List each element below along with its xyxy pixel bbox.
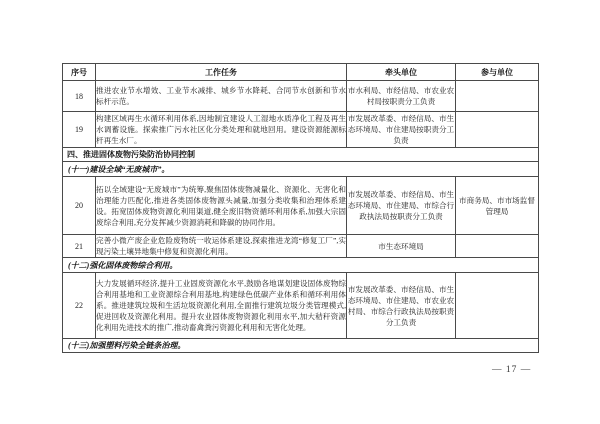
- subsection-row: [63, 258, 539, 273]
- lead-unit-cell: 市水利局、市经信局、市农业农村局按职责分工负责: [347, 81, 456, 112]
- task-cell: 完善小微产废企业危险废物统一收运体系建设,探索推进龙湾“修复工厂”,实现污染土壤异地集中修复和资源化利用。: [96, 236, 346, 256]
- task-cell: 构建区域再生水循环利用体系,因地制宜建设人工湿地水质净化工程及再生水调蓄设施。探索推广污水社区化分类处理和就地回用。建设资源能源标杆再生水厂。: [96, 112, 347, 148]
- row-number-cell: 20: [63, 177, 96, 235]
- participate-unit-cell: [456, 112, 539, 148]
- task-cell: 推进农业节水增效、工业节水减排、城乡节水降耗、合同节水创新和节水标杆示范。: [96, 81, 347, 112]
- participate-unit-cell: [456, 273, 539, 339]
- section-title: 四、推进固体废物污染防治协同控制: [63, 148, 539, 162]
- task-cell: 拓以全域建设“无废城市”为统筹,聚焦固体废物减量化、资源化、无害化和治理能力匹配化,推进各类固体废物源头减量,加强分类收集和治理体系建设。拓宽固体废物资源化利用渠道,健全废旧物资循环利用体系,加强大宗固废综合利用,充分发挥减少资源消耗和降碳的协同作用。: [96, 177, 347, 235]
- table-row: [63, 177, 539, 235]
- row-number-cell: 22: [63, 273, 96, 339]
- lead-unit-cell: 市发展改革委、市经信局、市生态环境局、市住建局按职责分工负责: [347, 112, 456, 148]
- header-participate-unit: 参与单位: [456, 64, 539, 81]
- page-number: — 17 —: [492, 365, 532, 375]
- subsection-title: (十二)强化固体废物综合利用。: [63, 258, 539, 273]
- lead-unit-cell: 市发展改革委、市经信局、市生态环境局、市住建局、市综合行政执法局按职责分工负责: [347, 177, 456, 235]
- table-row: [63, 273, 539, 339]
- lead-unit-cell: 市生态环境局: [347, 235, 456, 258]
- table-header-row: [63, 64, 539, 81]
- subsection-title: (十三)加强塑料污染全链条治理。: [63, 339, 539, 353]
- header-lead-unit: 牵头单位: [347, 64, 456, 81]
- subsection-row: [63, 339, 539, 353]
- task-cell: 大力发展循环经济,提升工业固废资源化水平,鼓励各地谋划建设固体废物综合利用基地和工业资源综合利用基地,构建绿色低碳产业体系和循环利用体系。推进建筑垃圾和生活垃圾资源化利用,全面推行建筑垃圾分类管理模式,促进回收及资源化利用。提升农业固体废物资源化利用水平,加大秸秆资源化利用先进技术的推广,推动畜禽粪污资源化利用和无害化处理。: [96, 273, 347, 339]
- section-row: [63, 148, 539, 162]
- table-row: [63, 81, 539, 112]
- participate-unit-cell: [456, 81, 539, 112]
- subsection-row: [63, 162, 539, 177]
- lead-unit-cell: 市发展改革委、市经信局、市生态环境局、市住建局、市农业农村局、市综合行政执法局按职责分工负责: [347, 273, 456, 339]
- subsection-title: (十一)建设全域“无废城市”。: [63, 162, 539, 177]
- participate-unit-cell: 市商务局、市市场监督管理局: [456, 177, 539, 235]
- header-no: 序号: [63, 64, 96, 81]
- table-row: [63, 112, 539, 148]
- participate-unit-cell: [456, 235, 539, 258]
- header-task: 工作任务: [96, 64, 347, 81]
- table-row: [63, 235, 539, 258]
- work-task-table: [62, 63, 539, 353]
- row-number-cell: 19: [63, 112, 96, 148]
- row-number-cell: 21: [63, 235, 96, 258]
- row-number-cell: 18: [63, 81, 96, 112]
